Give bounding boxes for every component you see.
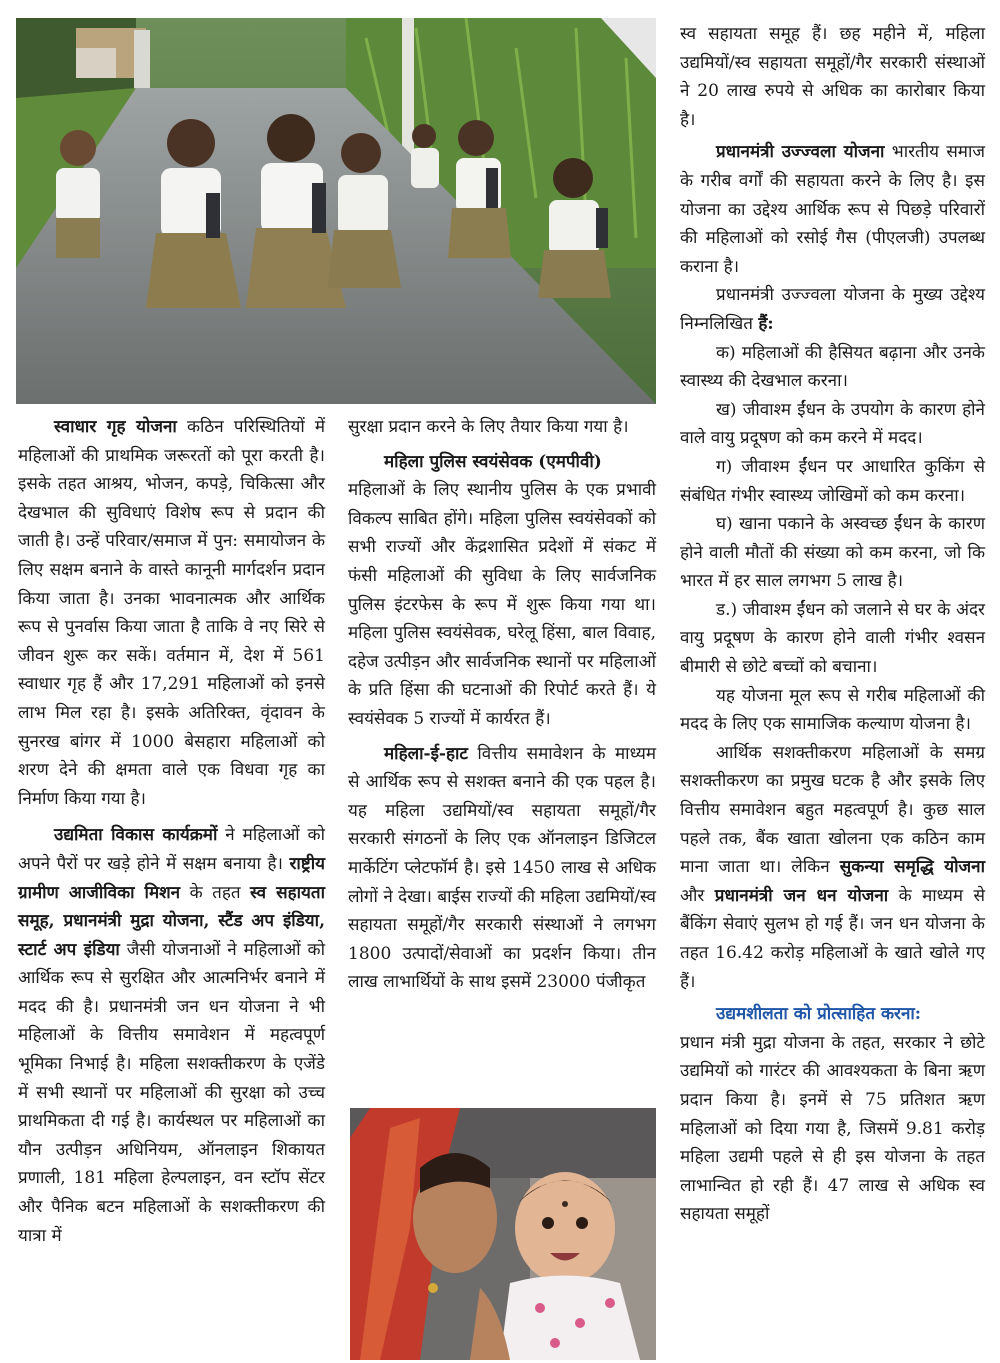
paragraph-mpv: महिलाओं के लिए स्थानीय पुलिस के एक प्रभावी विकल्प साबित होंगे। महिला पुलिस स्वयंसेवकों को सभी राज्यों और केंद्रशासित प्रदेशों में संकट में फंसी महिलाओं की सुविधा के लिए सार्वजनिक पुलिस इंटरफेस के रूप में शुरू किया गया था। महिला पुलिस स्वयंसेवक, घरेलू हिंसा, बाल विवाह, दहेज उत्पीड़न और सार्वजनिक स्थानों पर महिलाओं के प्रति हिंसा की घटनाओं की रिपोर्ट करते हैं। ये स्वयंसेवक 5 राज्यों में कार्यरत हैं।: [348, 480, 656, 729]
paragraph-mudra: प्रधान मंत्री मुद्रा योजना के तहत, सरकार ने छोटे उद्यमियों को गारंटर की आवश्यकता के बिना ऋण प्रदान किया है। इनमें से 75 प्रतिशत ऋण महिलाओं को दिया गया है, जिसमें 9.81 करोड़ महिला उद्यमी पहले से ही इस योजना के तहत लाभान्वित हो रही हैं। 47 लाख से अधिक स्व सहायता समूहों: [680, 1032, 985, 1225]
paragraph-ujjwala: प्रधानमंत्री उज्ज्वला योजना भारतीय समाज के गरीब वर्गों की सहायता करने के लिए है। इस योजना का उद्देश्य आर्थिक रूप से पिछड़े परिवारों की महिलाओं को रसोई गैस (पीएलजी) उपलब्ध कराना है।: [680, 142, 985, 277]
objective-kha: ख) जीवाश्म ईंधन के उपयोग के कारण होने वाले वायु प्रदूषण को कम करने में मदद।: [680, 399, 985, 449]
column-middle: [348, 413, 656, 997]
paragraph-economic-empowerment: आर्थिक सशक्तीकरण महिलाओं के समग्र सशक्तीकरण का प्रमुख घटक है और इसके लिए वित्तीय समावेशन बहुत महत्वपूर्ण है। कुछ साल पहले तक, बैंक खाता खोलना एक कठिन काम माना जाता था। लेकिन सुकन्या समृद्धि योजना और प्रधानमंत्री जन धन योजना के माध्यम से बैंकिंग सेवाएं सुलभ हो गई हैं। जन धन योजना के तहत 16.42 करोड़ महिलाओं के खाते खोले गए हैं।: [680, 742, 986, 992]
objective-ka: क) महिलाओं की हैसियत बढ़ाना और उनके स्वास्थ्य की देखभाल करना।: [680, 342, 985, 392]
mother-baby-photo: [350, 1108, 656, 1360]
objective-gha: घ) खाना पकाने के अस्वच्छ ईंधन के कारण होने वाली मौतों की संख्या को कम करना, जो कि भारत में हर साल लगभग 5 लाख है।: [680, 514, 985, 592]
schoolgirls-photo: [16, 18, 656, 404]
paragraph-udyamita: उद्यमिता विकास कार्यक्रमों ने महिलाओं को अपने पैरों पर खड़े होने में सक्षम बनाया है। राष्ट्रीय ग्रामीण आजीविका मिशन के तहत स्व सहायता समूह, प्रधानमंत्री मुद्रा योजना, स्टैंड अप इंडिया, स्टार्ट अप इंडिया जैसी योजनाओं ने महिलाओं को आर्थिक रूप से सुरक्षित और आत्मनिर्भर बनाने में मदद की है। प्रधानमंत्री जन धन योजना ने भी महिलाओं के वित्तीय समावेशन में महत्वपूर्ण भूमिका निभाई है। महिला सशक्तीकरण के एजेंडे में सभी स्थानों पर महिलाओं की सुरक्षा को उच्च प्राथमिकता दी गई है। कार्यस्थल पर महिलाओं का यौन उत्पीड़न अधिनियम, ऑनलाइन शिकायत प्रणाली, 181 महिला हेल्पलाइन, वन स्टॉप सेंटर और पैनिक बटन महिलाओं के सशक्तीकरण की यात्रा में: [18, 825, 325, 1246]
paragraph-summary: यह योजना मूल रूप से गरीब महिलाओं की मदद के लिए एक सामाजिक कल्याण योजना है।: [680, 685, 985, 735]
paragraph-mahila-e-haat: महिला-ई-हाट वित्तीय समावेशन के माध्यम से आर्थिक रूप से सशक्त बनाने की एक पहल है। यह महिला उद्यमियों/स्व सहायता समूहों/गैर सरकारी संगठनों के लिए एक ऑनलाइन डिजिटल मार्केटिंग प्लेटफॉर्म है। इसे 1450 लाख से अधिक लोगों ने देखा। बाईस राज्यों की महिला उद्यमियों/स्व सहायता समूहों/गैर सरकारी संस्थाओं ने लगभग 1800 उत्पादों/सेवाओं का प्रदर्शन किया। तीन लाख लाभार्थियों के साथ इसमें 23000 पंजीकृत: [348, 743, 656, 993]
ujjwala-title: प्रधानमंत्री उज्ज्वला योजना: [716, 142, 885, 163]
paragraph-shg-turnover: स्व सहायता समूह हैं। छह महीने में, महिला उद्यमियों/स्व सहायता समूहों/गैर सरकारी संस्थाओं ने 20 लाख रुपये से अधिक का कारोबार किया है।: [680, 24, 985, 130]
swadhar-title: स्वाधार गृह योजना: [54, 417, 177, 437]
heading-entrepreneurship: उद्यमशीलता को प्रोत्साहित करना:: [716, 1004, 922, 1025]
objective-ga: ग) जीवाश्म ईंधन पर आधारित कुकिंग से संबंधित गंभीर स्वास्थ्य जोखिमों को कम करना।: [680, 456, 985, 506]
paragraph-continuation: सुरक्षा प्रदान करने के लिए तैयार किया गया है।: [348, 417, 629, 437]
heading-mpv: महिला पुलिस स्वयंसेवक (एमपीवी): [384, 451, 602, 472]
objective-da: ड.) जीवाश्म ईंधन को जलाने से घर के अंदर वायु प्रदूषण के कारण होने वाली गंभीर श्वसन बीमारी से छोटे बच्चों को बचाना।: [680, 599, 985, 678]
column-left: [18, 413, 325, 1250]
paragraph-swadhar: स्वाधार गृह योजना कठिन परिस्थितियों में महिलाओं की प्राथमिक जरूरतों को पूरा करती है। इसके तहत आश्रय, भोजन, कपड़े, चिकित्सा और देखभाल की सुविधाएं विशेष रूप से प्रदान की जाती है। उन्हें परिवार/समाज में पुन: समायोजन के लिए सक्षम बनाने के वास्ते कानूनी मार्गदर्शन प्रदान किया जाता है। उनका भावनात्मक और आर्थिक रूप से पुनर्वास किया जाता है ताकि वे नए सिरे से जीवन शुरू कर सकें। वर्तमान में, देश में 561 स्वाधार गृह हैं और 17,291 महिलाओं को इनसे लाभ मिल रहा है। इसके अतिरिक्त, वृंदावन के सुनरख बांगर में 1000 बेसहारा महिलाओं को शरण देने की क्षमता वाले एक विधवा गृह का निर्माण किया गया है।: [18, 417, 325, 809]
mahila-e-haat-title: महिला-ई-हाट: [384, 743, 468, 764]
paragraph-objectives-intro: प्रधानमंत्री उज्ज्वला योजना के मुख्य उद्देश्य निम्नलिखित हैं:: [680, 285, 985, 334]
column-right: [680, 20, 985, 1229]
